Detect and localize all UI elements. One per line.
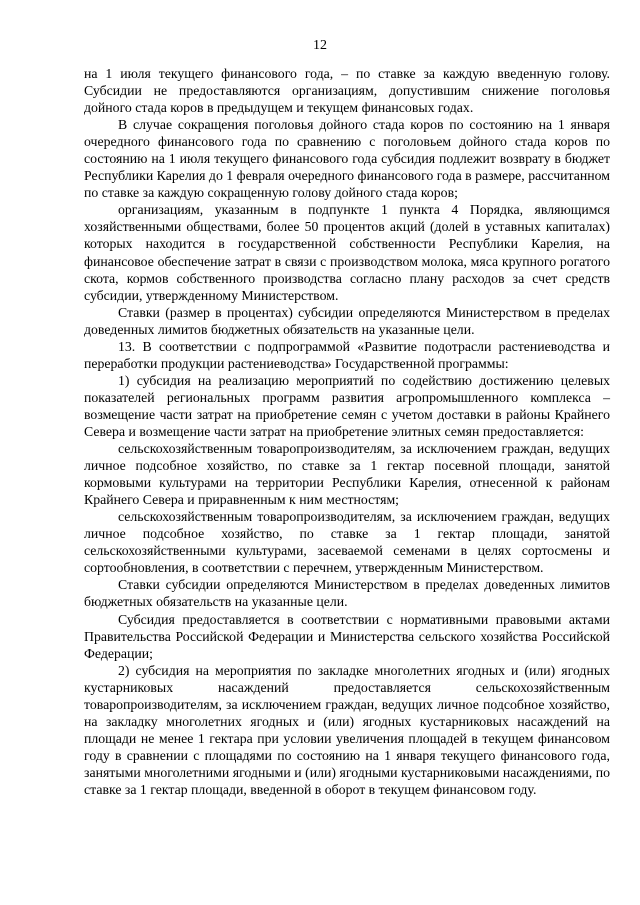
document-body xyxy=(84,65,610,798)
paragraph-legal-acts: Субсидия предоставляется в соответствии с нормативными правовыми актами Правительства Российской Федерации и Министерства сельского хозяйства Российской Федерации; xyxy=(84,611,610,661)
paragraph-subsidy-rates: Ставки субсидии определяются Министерством в пределах доведенных лимитов бюджетных обязательств на указанные цели. xyxy=(84,577,610,610)
page-number: 12 xyxy=(313,38,327,53)
paragraph-variety-renewal: сельскохозяйственным товаропроизводителям, за исключением граждан, ведущих личное подсобное хозяйство, по ставке за 1 гектар площади, занятой сельскохозяйственными культурами, засеваемой семенами в целях сортосмены и сортообновления, в соответствии с перечнем, утвержденным Министерством. xyxy=(84,509,610,576)
paragraph-item-2-berry-plantations: 2) субсидия на мероприятия по закладке многолетних ягодных и (или) ягодных кустарниковых насаждений предоставляется сельскохозяйственным товаропроизводителям, за исключением граждан, ведущих личное подсобное хозяйство, на закладку многолетних ягодных и (или) ягодных кустарниковых насаждений на площади не менее 1 гектара при условии увеличения площадей в текущем финансовом году в сравнении с площадями по состоянию на 1 января текущего финансового года, занятыми многолетними ягодными и (или) ягодными кустарниковыми насаждениями, по ставке за 1 гектар площади, введенной в оборот в текущем финансовом году. xyxy=(84,662,610,797)
paragraph-forage-crops: сельскохозяйственным товаропроизводителям, за исключением граждан, ведущих личное подсобное хозяйство, по ставке за 1 гектар посевной площади, занятой кормовыми культурами на территории Республики Карелия, отнесенной к районам Крайнего Севера и приравненным к ним местностям; xyxy=(84,441,610,508)
paragraph-herd-reduction-refund: В случае сокращения поголовья дойного стада коров по состоянию на 1 января очередного финансового года по сравнению с поголовьем дойного стада коров по состоянию на 1 июля текущего финансового года субсидия подлежит возврату в бюджет Республики Карелия до 1 февраля очередного финансового года в размере, рассчитанном по ставке за каждую сокращенную голову дойного стада коров; xyxy=(84,117,610,201)
paragraph-state-owned-organizations: организациям, указанным в подпункте 1 пункта 4 Порядка, являющимся хозяйственными обществами, более 50 процентов акций (долей в уставных капиталах) которых находится в государственной собственности Республики Карелия, на финансовое обеспечение затрат в связи с производством молока, мяса крупного рогатого скота, кормов собственного производства согласно плану расходов за счет средств субсидии, утвержденному Министерством. xyxy=(84,202,610,303)
paragraph-rates-percent: Ставки (размер в процентах) субсидии определяются Министерством в пределах доведенных лимитов бюджетных обязательств на указанные цели. xyxy=(84,304,610,337)
paragraph-section-13: 13. В соответствии с подпрограммой «Развитие подотрасли растениеводства и переработки продукции растениеводства» Государственной программы: xyxy=(84,338,610,371)
paragraph-continuation: на 1 июля текущего финансового года, – по ставке за каждую введенную голову. Субсидии не предоставляются организациям, допустившим снижение поголовья дойного стада коров в предыдущем и текущем финансовых годах. xyxy=(84,66,610,116)
paragraph-item-1-seeds-subsidy: 1) субсидия на реализацию мероприятий по содействию достижению целевых показателей региональных программ развития агропромышленного комплекса – возмещение части затрат на приобретение семян с учетом доставки в районы Крайнего Севера и возмещение части затрат на приобретение элитных семян предоставляется: xyxy=(84,372,610,439)
